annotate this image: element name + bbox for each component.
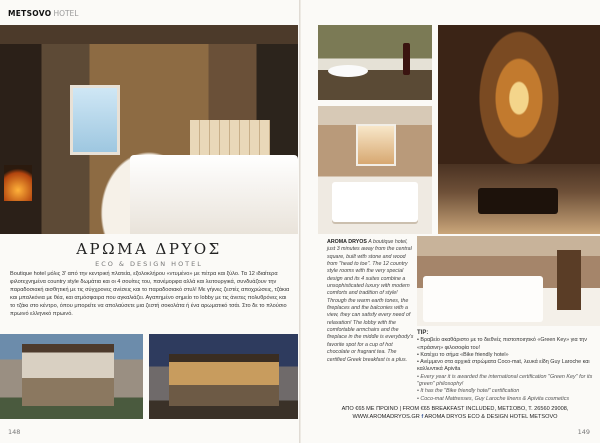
- tip-item: • Κατέχει το σήμα «Bike friendly hotel»: [417, 351, 509, 358]
- tip-item: • Coco-mat Mattresses, Guy Laroche linens & Apivita cosmetics: [417, 395, 570, 402]
- photo-building: [22, 344, 114, 406]
- facebook-page[interactable]: AROMA DRYOS ECO & DESIGN HOTEL METSOVO: [424, 414, 558, 420]
- suite-photo: [417, 236, 600, 326]
- page-header: [8, 9, 78, 18]
- hotel-title: ΑΡΩΜΑ ΔΡΥΟΣ: [76, 240, 222, 258]
- hotel-subtitle: ECO & DESIGN HOTEL: [95, 260, 203, 268]
- photo-fireplace: [4, 165, 32, 201]
- dining-table-photo: [318, 25, 432, 100]
- hotel-title-block: [0, 240, 298, 268]
- photo-building: [169, 354, 279, 406]
- hotel-exterior-photo: [0, 334, 143, 419]
- tips-box: [417, 330, 600, 403]
- lobby-ceiling-photo: [438, 25, 600, 234]
- photo-bed: [423, 276, 543, 322]
- contact-footer: [318, 405, 592, 421]
- photo-window: [356, 124, 396, 166]
- tip-item: • It has the "Bike friendly hotel" certification: [417, 388, 520, 395]
- footer-price-line: ΑΠΟ €65 ΜΕ ΠΡΩΙΝΟ | FROM €65 BREAKFAST INCLUDED, ΜΕΤΣΟΒΟ, Τ. 26560 29008,: [341, 406, 569, 412]
- english-body: A boutique hotel, just 3 minutes away from the central square, built with stone and wood from "head to toe". The 12 country style rooms with the very special design and its 4 suites combine a unsophisticated luxury with modern comforts and tradition of style! Through the warm earth tones, the fireplaces and the balconies with a view, they can satisfy every need of relaxation! The lobby with the comfortable armchairs and the fireplace in the middle is everybody's favorite spot for a cup of hot chocolate or fragrant tea. The certified Greek breakfast is a plus.: [327, 239, 414, 363]
- tip-item: • Βραβείο ακαθάριστο με το διεθνές πιστοποιητικό «Green Key» για την «πράσινη» φιλοσοφία του!: [417, 337, 587, 351]
- page-number-right: 149: [577, 428, 590, 436]
- website-link[interactable]: WWW.AROMADRYOS.GR: [352, 414, 420, 420]
- photo-bed: [130, 155, 298, 234]
- facebook-icon: f: [421, 414, 424, 420]
- hotel-night-photo: [149, 334, 298, 419]
- photo-bed: [332, 182, 418, 222]
- photo-plate: [328, 65, 368, 77]
- page-gutter: [299, 0, 301, 443]
- page-number-left: 148: [8, 428, 21, 436]
- english-description: [327, 239, 414, 364]
- tip-item: • Ανέμμενο στα αρχικά στρώματα Coco-mat, λευκά είδη Guy Laroche και καλλυντικά Apivita: [417, 359, 590, 373]
- tips-title: TIP:: [417, 330, 429, 336]
- section-sublabel: HOTEL: [53, 9, 79, 18]
- greek-description: Boutique hotel μόλις 3' από την κεντρική πλατεία, εξολοκλήρου «ντυμένο» με πέτρα και ξύλο. Τα 12 ιδιαίτερα φιλοτεχνημένα country style δωμάτια και οι 4 σουίτες του, πανέμορφα αλλά και λειτουργικά, συνδυάζουν την παραδοσιακή αισθητική με τις σύγχρονες ανέσεις και το παραδοσιακό στυλ! Με γήινες ζεστές αποχρώσεις, τζάκια και μπαλκόνια με θέα, και ατμόσφαιρα που αγκαλιάζει. Αγαπημένο σημείο το lobby με τις άνετες πολυθρόνες και το τζάκι στο κέντρο, όπου μπορείτε να απολαύσετε μια ζεστή σοκολάτα ή ένα αρωματικό τσάι. Στο δε το πλούσιο πρωινό ελληνικό πρωινό.: [10, 271, 290, 317]
- photo-door: [557, 250, 581, 310]
- english-lead: AROMA DRYOS: [327, 239, 367, 245]
- section-label: METSOVO: [8, 9, 52, 18]
- tip-item: • Every year it is awarded the international certification "Green Key" for its "green" philosophy!: [417, 373, 593, 388]
- photo-wine-bottle: [403, 43, 410, 75]
- photo-window: [70, 85, 120, 155]
- footer-web-line: [318, 413, 592, 421]
- bedroom-window-photo: [318, 106, 432, 234]
- photo-coffee-table: [478, 188, 558, 214]
- bedroom-main-photo: [0, 25, 298, 234]
